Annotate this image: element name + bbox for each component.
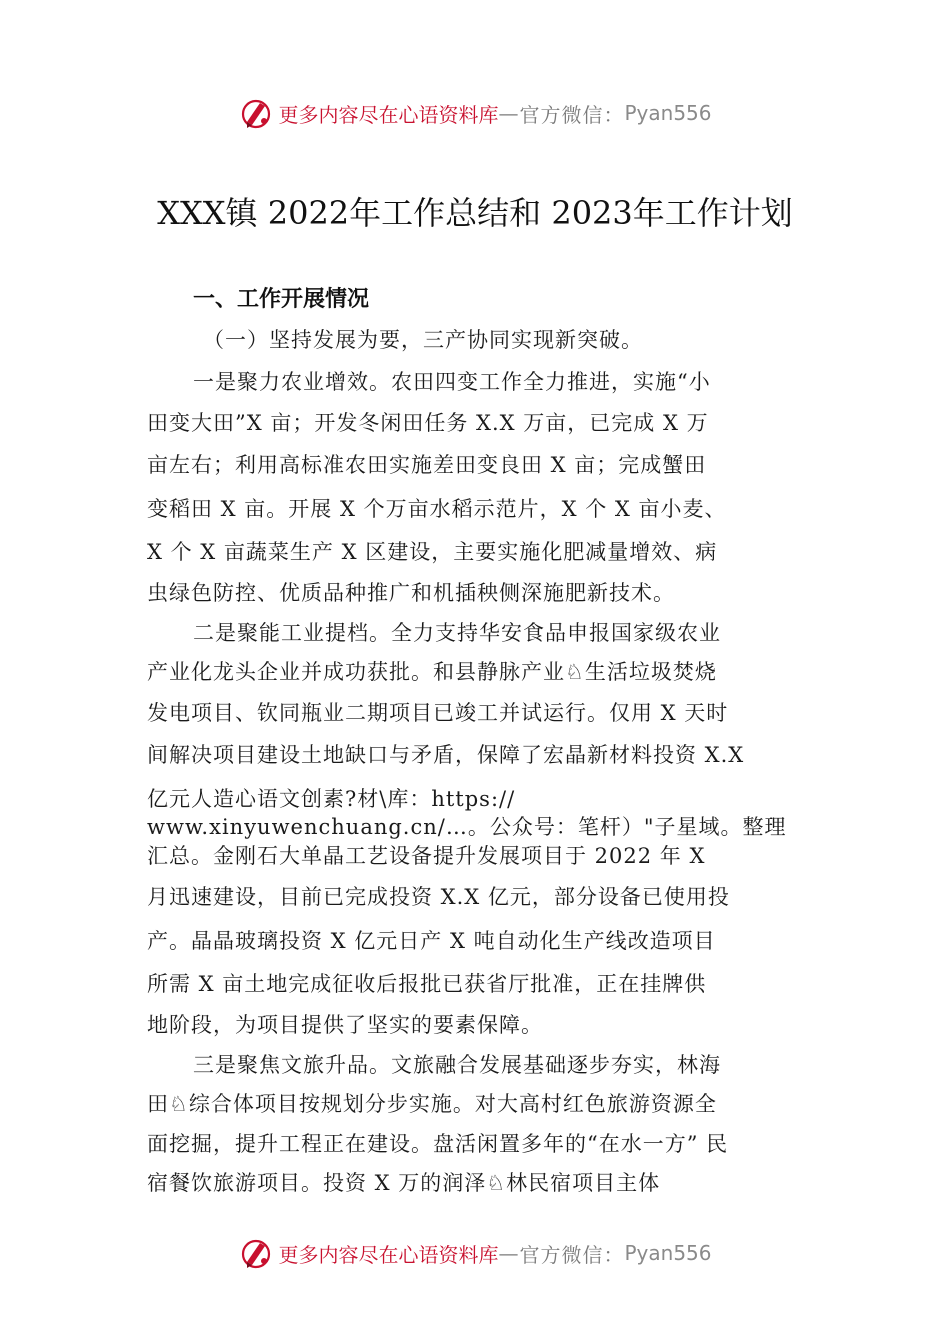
subheading: （一）坚持发展为要，三产协同实现新突破。 bbox=[203, 328, 643, 352]
banner-gray-text: 官方微信： bbox=[519, 1242, 625, 1267]
body-line: 汇总。金刚石大单晶工艺设备提升发展项目于 2022 年 X bbox=[147, 844, 706, 868]
body-line: 田♘综合体项目按规划分步实施。对大高村红色旅游资源全 bbox=[147, 1092, 717, 1116]
body-line: X 个 X 亩蔬菜生产 X 区建设，主要实施化肥减量增效、病 bbox=[147, 540, 718, 564]
body-line: 间解决项目建设土地缺口与矛盾，保障了宏晶新材料投资 X.X bbox=[147, 743, 745, 767]
body-line: 二是聚能工业提档。全力支持华安食品申报国家级农业 bbox=[193, 621, 721, 645]
banner-wechat-id: Pyan556 bbox=[624, 1241, 712, 1265]
banner-red-text: 更多内容尽在心语资料库 bbox=[278, 1242, 499, 1267]
banner-wechat-id: Pyan556 bbox=[624, 101, 712, 125]
body-line: 虫绿色防控、优质品种推广和机插秧侧深施肥新技术。 bbox=[147, 581, 675, 605]
body-line: 月迅速建设，目前已完成投资 X.X 亿元，部分设备已使用投 bbox=[147, 885, 730, 909]
banner-dash: — bbox=[498, 1241, 520, 1265]
body-line: 地阶段，为项目提供了坚实的要素保障。 bbox=[147, 1013, 543, 1037]
body-line: 发电项目、钦同瓶业二期项目已竣工并试运行。仅用 X 天时 bbox=[147, 701, 729, 725]
footer-banner bbox=[0, 1233, 950, 1273]
pen-logo-icon bbox=[238, 95, 274, 131]
body-line: 产业化龙头企业并成功获批。和县静脉产业♘生活垃圾焚烧 bbox=[147, 660, 717, 684]
body-line: 宿餐饮旅游项目。投资 X 万的润泽♘林民宿项目主体 bbox=[147, 1171, 661, 1195]
body-line: 变稻田 X 亩。开展 X 个万亩水稻示范片，X 个 X 亩小麦、 bbox=[147, 497, 727, 521]
pen-logo-icon bbox=[238, 1235, 274, 1271]
header-banner bbox=[0, 93, 950, 133]
body-line: 亩左右；利用高标准农田实施差田变良田 X 亩；完成蟹田 bbox=[147, 453, 707, 477]
body-line: 所需 X 亩土地完成征收后报批已获省厅批准，正在挂牌供 bbox=[147, 972, 707, 996]
document-title: XXX镇 2022年工作总结和 2023年工作计划 bbox=[157, 194, 793, 232]
banner-gray-text: 官方微信： bbox=[519, 102, 625, 127]
section-heading: 一、工作开展情况 bbox=[193, 287, 370, 312]
body-line: 面挖掘，提升工程正在建设。盘活闲置多年的“在水一方” 民 bbox=[147, 1132, 729, 1156]
body-line: www.xinyuwenchuang.cn/…。公众号：笔杆）"子星域。整理 bbox=[147, 815, 787, 839]
body-line: 产。晶晶玻璃投资 X 亿元日产 X 吨自动化生产线改造项目 bbox=[147, 929, 716, 953]
body-line: 一是聚力农业增效。农田四变工作全力推进，实施“小 bbox=[193, 370, 711, 394]
banner-dash: — bbox=[498, 101, 520, 125]
banner-red-text: 更多内容尽在心语资料库 bbox=[278, 102, 499, 127]
body-line: 田变大田”X 亩；开发冬闲田任务 X.X 万亩，已完成 X 万 bbox=[147, 411, 709, 435]
body-line: 三是聚焦文旅升品。文旅融合发展基础逐步夯实，林海 bbox=[193, 1053, 721, 1077]
body-line: 亿元人造心语文创素?材\库：https:// bbox=[147, 787, 516, 811]
